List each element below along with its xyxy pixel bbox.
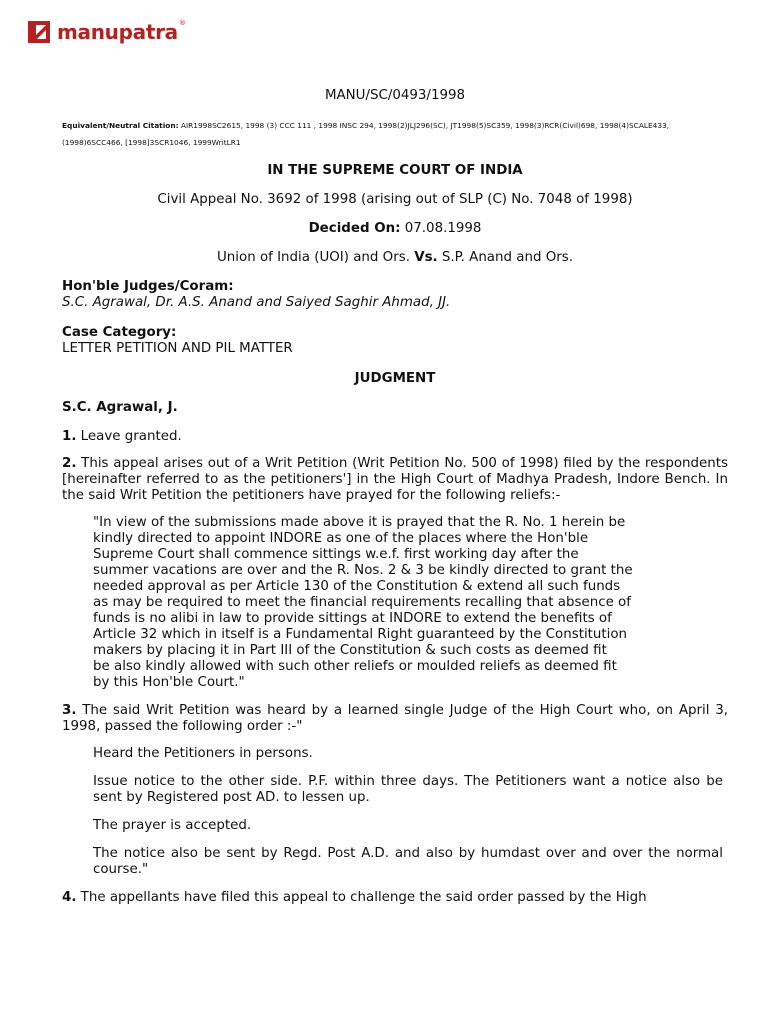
equivalent-citation [62,117,728,151]
manupatra-logo-icon [27,20,51,44]
order-line-3: The prayer is accepted. [93,818,252,833]
coram-value: S.C. Agrawal, Dr. A.S. Anand and Saiyed Saghir Ahmad, JJ. [62,295,451,310]
brand-reg-mark: ® [178,19,186,27]
decided-on [62,221,728,236]
manu-citation: MANU/SC/0493/1998 [324,88,466,103]
quote-line: Article 32 which in itself is a Fundamental Right guaranteed by the Constitution [93,627,628,642]
paragraph-number: 2. [62,456,77,471]
paragraph-number: 3. [62,703,77,718]
appellant-party: Union of India (UOI) and Ors. [217,250,410,265]
appeal-number: Civil Appeal No. 3692 of 1998 (arising out of SLP (C) No. 7048 of 1998) [157,192,633,207]
paragraph-text: Leave granted. [80,429,182,444]
order-line-4: The notice also be sent by Regd. Post A.D. and also by humdast over and over the normal course." [93,846,723,877]
judgment-author: S.C. Agrawal, J. [62,400,178,415]
respondent-party: S.P. Anand and Ors. [441,250,573,265]
relief-quote [93,515,723,691]
quote-line: kindly directed to appoint INDORE as one of the places where the Hon'ble [93,531,589,546]
case-category-value: LETTER PETITION AND PIL MATTER [62,341,293,356]
equivalent-citation-label: Equivalent/Neutral Citation: [62,121,179,130]
paragraph-2 [62,456,728,504]
quote-line: by this Hon'ble Court." [93,675,245,690]
quote-line: summer vacations are over and the R. Nos. 2 & 3 be kindly directed to grant the [93,563,633,578]
order-line-2: Issue notice to the other side. P.F. within three days. The Petitioners want a notice also be sent by Registered post AD. to lessen up. [93,774,723,805]
quote-line: "In view of the submissions made above it is prayed that the R. No. 1 herein be [93,515,626,530]
order-line-1: Heard the Petitioners in persons. [93,746,313,761]
coram-section [62,279,728,311]
paragraph-4 [62,890,728,906]
court-name: IN THE SUPREME COURT OF INDIA [267,163,523,178]
coram-label: Hon'ble Judges/Coram: [62,279,234,294]
paragraph-number: 1. [62,429,77,444]
manupatra-logo[interactable] [27,17,186,47]
quote-line: makers by placing it in Part III of the Constitution & such costs as deemed fit [93,643,607,658]
judgment-document [62,88,728,917]
brand-name: manupatra [57,20,178,44]
versus-label: Vs. [414,250,438,265]
quote-line: needed approval as per Article 130 of the Constitution & extend all such funds [93,579,621,594]
paragraph-text: This appeal arises out of a Writ Petition (Writ Petition No. 500 of 1998) filed by the respondents [hereinafter referred to as the petitioners'] in the High Court of Madhya Pradesh, Indore Bench. In the said Writ Petition the petitioners have prayed for the following reliefs:- [62,456,728,503]
decided-on-label: Decided On: [308,221,401,236]
case-category-label: Case Category: [62,325,177,340]
quote-line: be also kindly allowed with such other reliefs or moulded reliefs as deemed fit [93,659,617,674]
quote-line: funds is no alibi in law to provide sittings at INDORE to extend the benefits of [93,611,612,626]
decided-on-date: 07.08.1998 [404,221,482,236]
judgment-heading: JUDGMENT [354,371,436,386]
paragraph-1 [62,429,728,445]
case-category-section [62,325,728,357]
case-parties [62,250,728,265]
quote-line: Supreme Court shall commence sittings w.e.f. first working day after the [93,547,579,562]
paragraph-text: The appellants have filed this appeal to challenge the said order passed by the High [80,890,647,905]
paragraph-number: 4. [62,890,77,905]
quote-line: as may be required to meet the financial requirements recalling that absence of [93,595,631,610]
paragraph-3 [62,703,728,735]
equivalent-citation-text: AIR1998SC2615, 1998 (3) CCC 111 , 1998 INSC 294, 1998(2)JLJ296(SC), JT1998(5)SC359, 1998(3)RCR(Civil)698, 1998(4)SCALE433, (1998)6SCC466, [1998]3SCR1046, 1999WritLR1 [62,121,670,147]
paragraph-text: The said Writ Petition was heard by a learned single Judge of the High Court who, on April 3, 1998, passed the following order :-" [62,703,728,734]
